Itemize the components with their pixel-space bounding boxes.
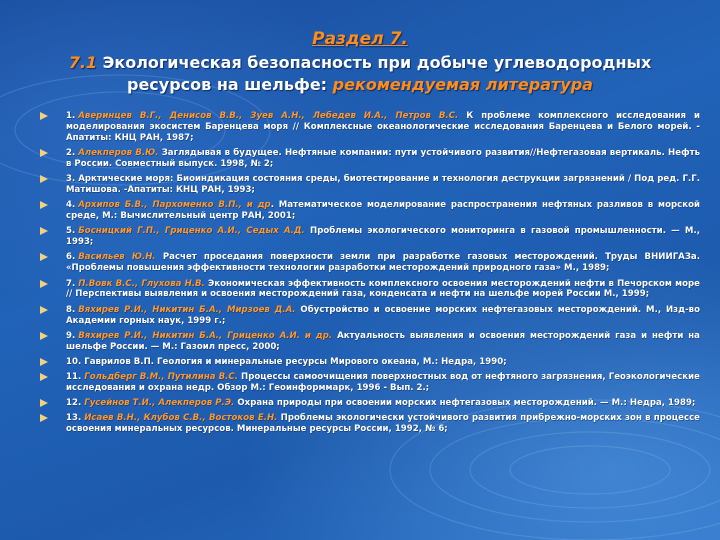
reference-text: Проблемы экологического мониторинга в газовой промышленности. — М., 1993; — [66, 226, 701, 248]
reference-text: К проблеме комплексного исследования и моделирования экосистем Баренцева моря // Комплексные океанологические исследования Баренцева и Белого морей. - Апатиты: КНЦ РАН, 1987; — [66, 111, 700, 143]
reference-text: Обустройство и освоение морских нефтегазовых месторождений. М., Изд-во Академии горных наук, 1999 г.; — [66, 304, 700, 326]
reference-authors: Алекперов В.Ю. — [78, 148, 159, 159]
bullet-arrow-icon — [40, 414, 48, 422]
bullet-arrow-icon — [40, 306, 48, 314]
reference-text: Экономическая эффективность комплексного освоения месторождений нефти в Печорском море // Перспективы выявления и освоения месторождений газа, конденсата и нефти на шельфе морей России М., 1999; — [66, 278, 700, 300]
reference-number: 5. — [66, 226, 76, 237]
reference-item — [40, 331, 700, 353]
recommended-literature-label: рекомендуемая литература — [332, 75, 593, 94]
reference-authors: Васильев Ю.Н. — [78, 252, 156, 263]
reference-item — [40, 200, 700, 222]
reference-number: 6. — [66, 252, 76, 263]
reference-number: 7. — [66, 278, 76, 289]
reference-number: 1. — [66, 111, 76, 121]
reference-number: 11. — [66, 372, 82, 383]
reference-text: Актуальность выявления и освоения месторождений газа и нефти на шельфе России. — М.: Газоил пресс, 2000; — [66, 330, 700, 352]
subsection-number: 7.1 — [68, 53, 98, 72]
reference-authors: Вяхирев Р.И., Никитин Б.А., Гриценко А.И. и др. — [78, 330, 333, 341]
bullet-arrow-icon — [40, 399, 48, 407]
section-heading: Раздел 7. — [312, 29, 408, 49]
reference-item — [40, 357, 700, 368]
reference-authors: Вяхирев Р.И., Никитин Б.А., Мирзоев Д.А. — [78, 304, 296, 315]
reference-text: Охрана природы при освоении морских нефтегазовых месторождений. — М.: Недра, 1989; — [234, 398, 696, 409]
reference-number: 3. — [66, 174, 76, 185]
reference-item — [40, 305, 700, 327]
reference-number: 8. — [66, 304, 76, 315]
slide-title — [40, 28, 680, 96]
reference-number: 9. — [66, 330, 76, 341]
reference-item — [40, 398, 700, 409]
reference-item — [40, 174, 700, 196]
bullet-arrow-icon — [40, 253, 48, 261]
reference-text: Процессы самоочищения поверхностных вод от нефтяного загрязнения, Геоэкологические исследования и охрана недр. Обзор М.: Геоинформмарк, 1996 - Вып. 2.; — [66, 372, 700, 393]
bullet-arrow-icon — [40, 112, 48, 120]
reference-item — [40, 372, 700, 394]
reference-list — [40, 111, 700, 440]
reference-number: 13. — [66, 413, 82, 424]
subsection-title: Экологическая безопасность при добыче углеводородных ресурсов на шельфе: — [102, 53, 652, 94]
reference-item — [40, 279, 700, 301]
reference-number: 10. — [66, 356, 82, 367]
reference-number: 4. — [66, 200, 76, 211]
reference-item — [40, 111, 700, 144]
bullet-arrow-icon — [40, 201, 48, 209]
reference-authors: Гольдберг В.М., Путилина В.С. — [84, 372, 238, 383]
reference-item — [40, 252, 700, 274]
reference-item — [40, 413, 700, 435]
reference-authors: П.Вовк В.С., Глухова Н.В. — [78, 278, 205, 289]
subsection-heading — [40, 52, 680, 96]
reference-text: Арктические моря: Биоиндикация состояния среды, биотестирование и технология деструкции загрязнений / Под ред. Г.Г. Матишова. -Апатиты: КНЦ РАН, 1993; — [66, 174, 700, 196]
bullet-arrow-icon — [40, 149, 48, 157]
bullet-arrow-icon — [40, 280, 48, 288]
bullet-arrow-icon — [40, 358, 48, 366]
reference-text: Гаврилов В.П. Геология и минеральные ресурсы Мирового океана, М.: Недра, 1990; — [84, 356, 507, 367]
reference-number: 12. — [66, 398, 82, 409]
reference-authors: Аверинцев В.Г., Денисов В.В., Зуев А.Н., Лебедев И.А., Петров В.С. — [78, 111, 459, 121]
reference-authors: Архипов Б.В., Пархоменко В.П., и др — [78, 200, 271, 211]
reference-text: Заглядывая в будущее. Нефтяные компании: пути устойчивого развития//Нефтегазовая вертикаль. Нефть в России. Совместный выпуск. 1998, № 2; — [66, 148, 701, 169]
reference-text: Проблемы экологически устойчивого развития прибрежно-морских зон в процессе освоения минеральных ресурсов. Минеральные ресурсы России, 1992, № 6; — [66, 413, 701, 435]
reference-text: Расчет проседания поверхности земли при разработке газовых месторождений. Труды ВНИИГАЗа. «Проблемы повышения эффективности технологии разработки месторождений природного газа» М., 1989; — [66, 252, 700, 274]
reference-authors: Исаев В.Н., Клубов С.В., Востоков Е.Н. — [84, 413, 278, 424]
reference-authors: Босницкий Г.П., Гриценко А.И., Седых А.Д. — [78, 226, 305, 237]
reference-number: 2. — [66, 148, 76, 159]
bullet-arrow-icon — [40, 175, 48, 183]
bullet-arrow-icon — [40, 373, 48, 381]
reference-item — [40, 148, 700, 170]
bullet-arrow-icon — [40, 332, 48, 340]
reference-text: . Математическое моделирование распространения нефтяных разливов в морской среде, М.: Вычислительный центр РАН, 2001; — [66, 200, 700, 222]
reference-authors: Гусейнов Т.И., Алекперов Р.Э. — [84, 398, 235, 409]
reference-item — [40, 226, 700, 248]
bullet-arrow-icon — [40, 227, 48, 235]
